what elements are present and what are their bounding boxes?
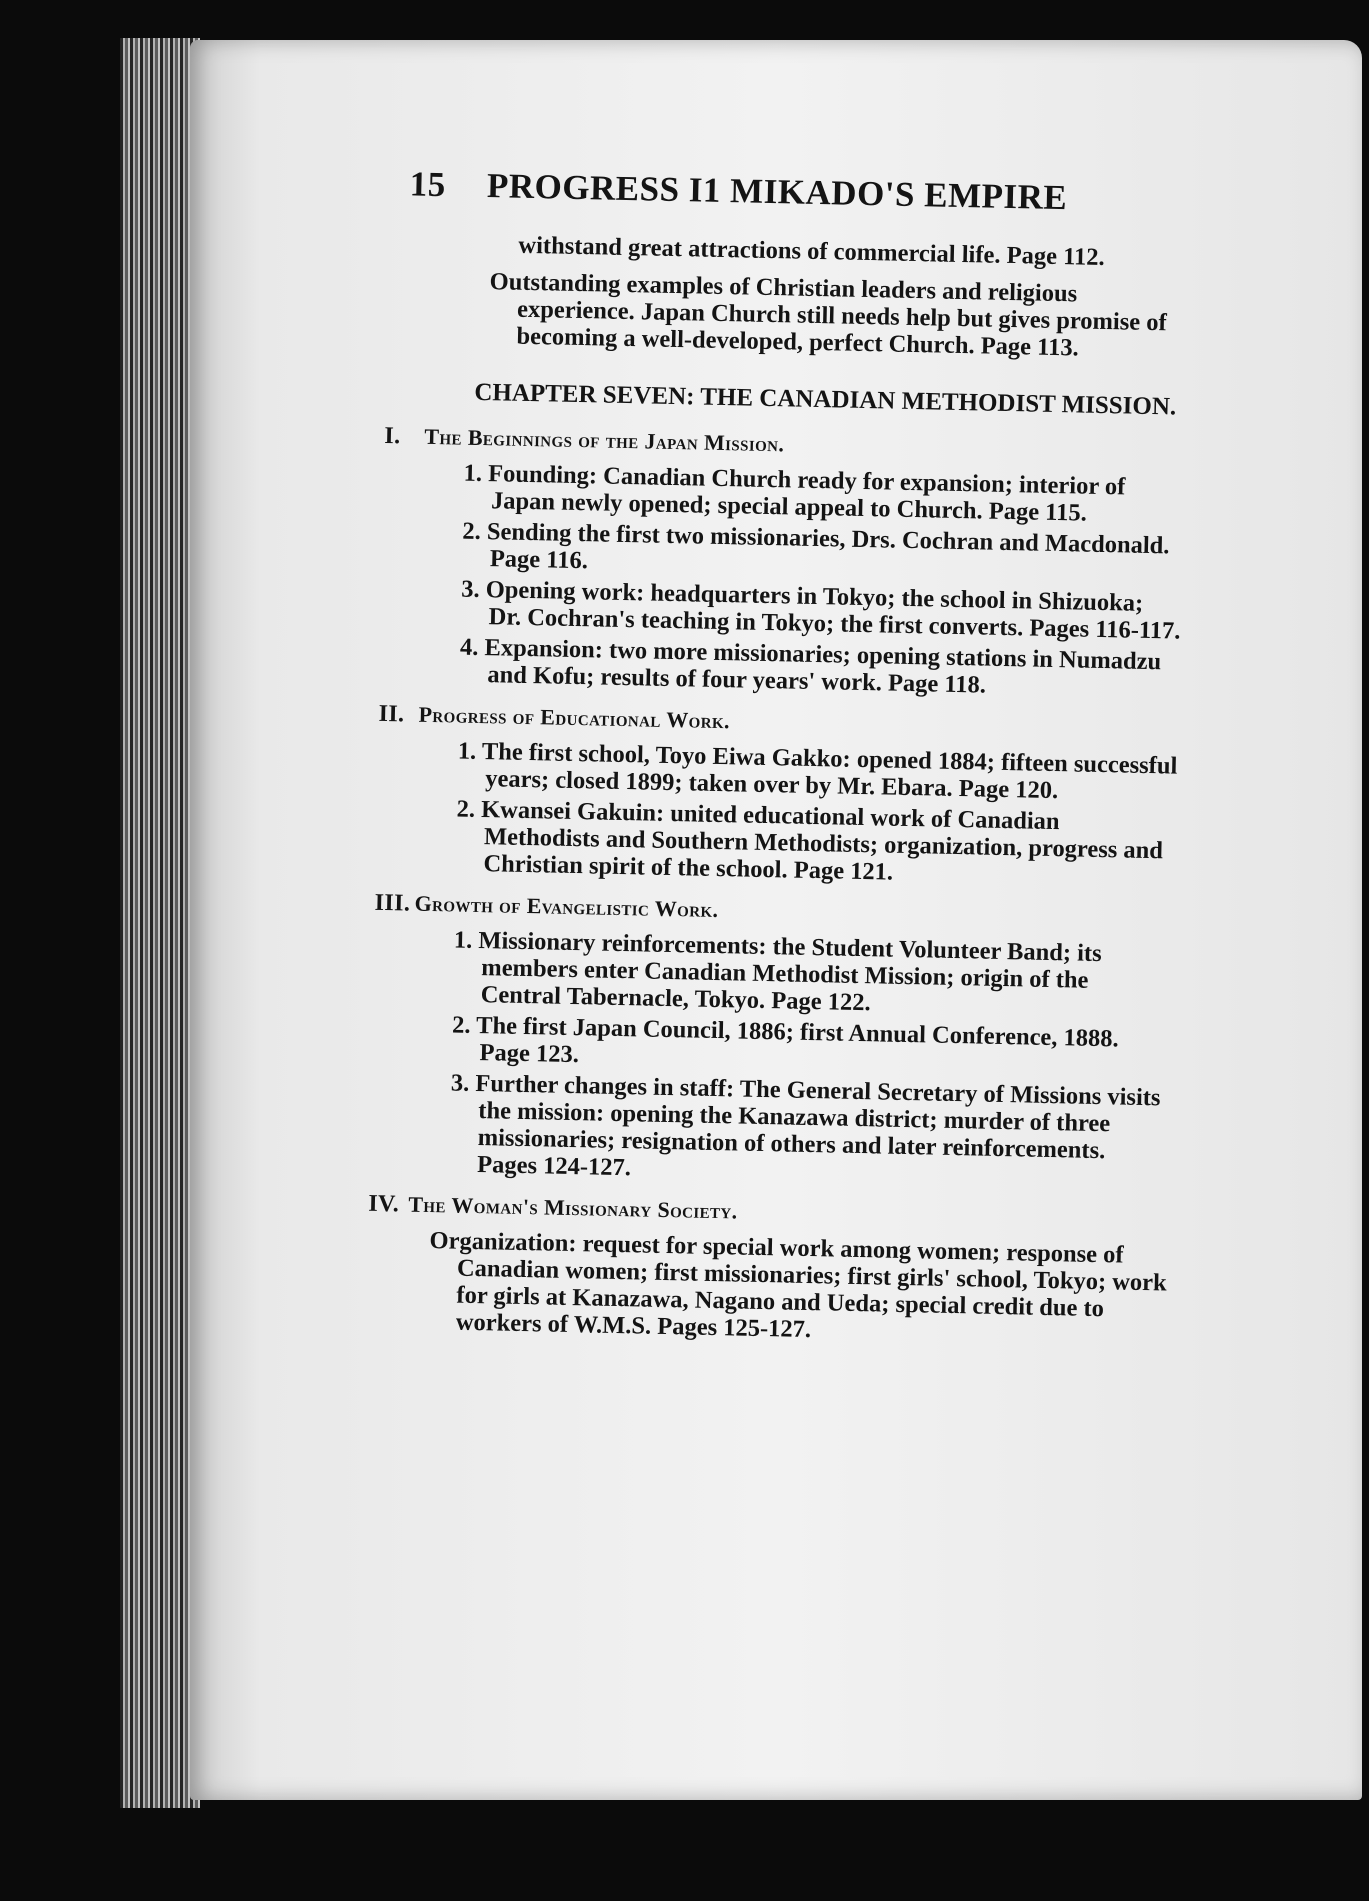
intro-continuation: withstand great attractions of commercial life. Page 112.	[518, 231, 1105, 271]
outline-item: 1. Founding: Canadian Church ready for expansion; interior of Japan newly opened; special appeal to Church. Page 115.	[463, 459, 1126, 527]
outline-item: 1. Missionary reinforcements: the Student Volunteer Band; its members enter Canadian Methodist Mission; origin of the Central Tabernacle, Tokyo. Page 122.	[453, 926, 1102, 1017]
outline-item: 4. Expansion: two more missionaries; opening stations in Numadzu and Kofu; results of four years' work. Page 118.	[459, 633, 1162, 699]
book-page-edge	[120, 38, 200, 1808]
chapter-title: CHAPTER SEVEN: THE CANADIAN METHODIST MISSION.	[474, 378, 1177, 421]
section-1	[379, 422, 1184, 703]
outline-item: 2. Sending the first two missionaries, Drs. Cochran and Macdonald. Page 116.	[462, 517, 1170, 575]
section-title: Progress of Educational Work.	[418, 701, 731, 734]
running-title: PROGRESS I1 MIKADO'S EMPIRE	[486, 166, 1068, 218]
page-content	[366, 164, 1190, 1354]
section-numeral: II.	[378, 700, 405, 728]
section-numeral: I.	[384, 422, 401, 450]
section-2	[375, 700, 1178, 892]
page-number: 15	[409, 164, 447, 205]
outline-item: Organization: request for special work among women; response of Canadian women; first missionaries; first girls' school, Tokyo; work for girls at Kanazawa, Nagano and Ueda; special credit due to workers of W.M.S. Pages 125-127.	[429, 1227, 1167, 1344]
section-numeral: III.	[374, 889, 411, 917]
outline-item: 3. Further changes in staff: The General Secretary of Missions visits the mission: opening the Kanazawa district; murder of three missionaries; resignation of others and later reinforcements. Pages 124-127.	[450, 1069, 1161, 1182]
section-4	[366, 1190, 1169, 1351]
section-3	[369, 889, 1175, 1193]
section-numeral: IV.	[368, 1190, 400, 1218]
outline-item: 1. The first school, Toyo Eiwa Gakko: opened 1884; fifteen successful years; closed 1899; taken over by Mr. Ebara. Page 120.	[457, 737, 1178, 805]
outline-item: 2. The first Japan Council, 1886; first Annual Conference, 1888. Page 123.	[451, 1011, 1119, 1069]
outline-item: 3. Opening work: headquarters in Tokyo; the school in Shizuoka; Dr. Cochran's teaching in Tokyo; the first converts. Pages 116-117.	[460, 575, 1181, 645]
outline-item: 2. Kwansei Gakuin: united educational work of Canadian Methodists and Southern Methodists; organization, progress and Christian spirit of the school. Page 121.	[456, 795, 1164, 886]
intro-paragraph: Outstanding examples of Christian leaders and religious experience. Japan Church still needs help but gives promise of becoming a well-developed, perfect Church. Page 113.	[489, 268, 1167, 362]
section-title: The Beginnings of the Japan Mission.	[424, 423, 785, 457]
section-title: The Woman's Missionary Society.	[408, 1191, 738, 1224]
section-title: Growth of Evangelistic Work.	[414, 890, 719, 923]
